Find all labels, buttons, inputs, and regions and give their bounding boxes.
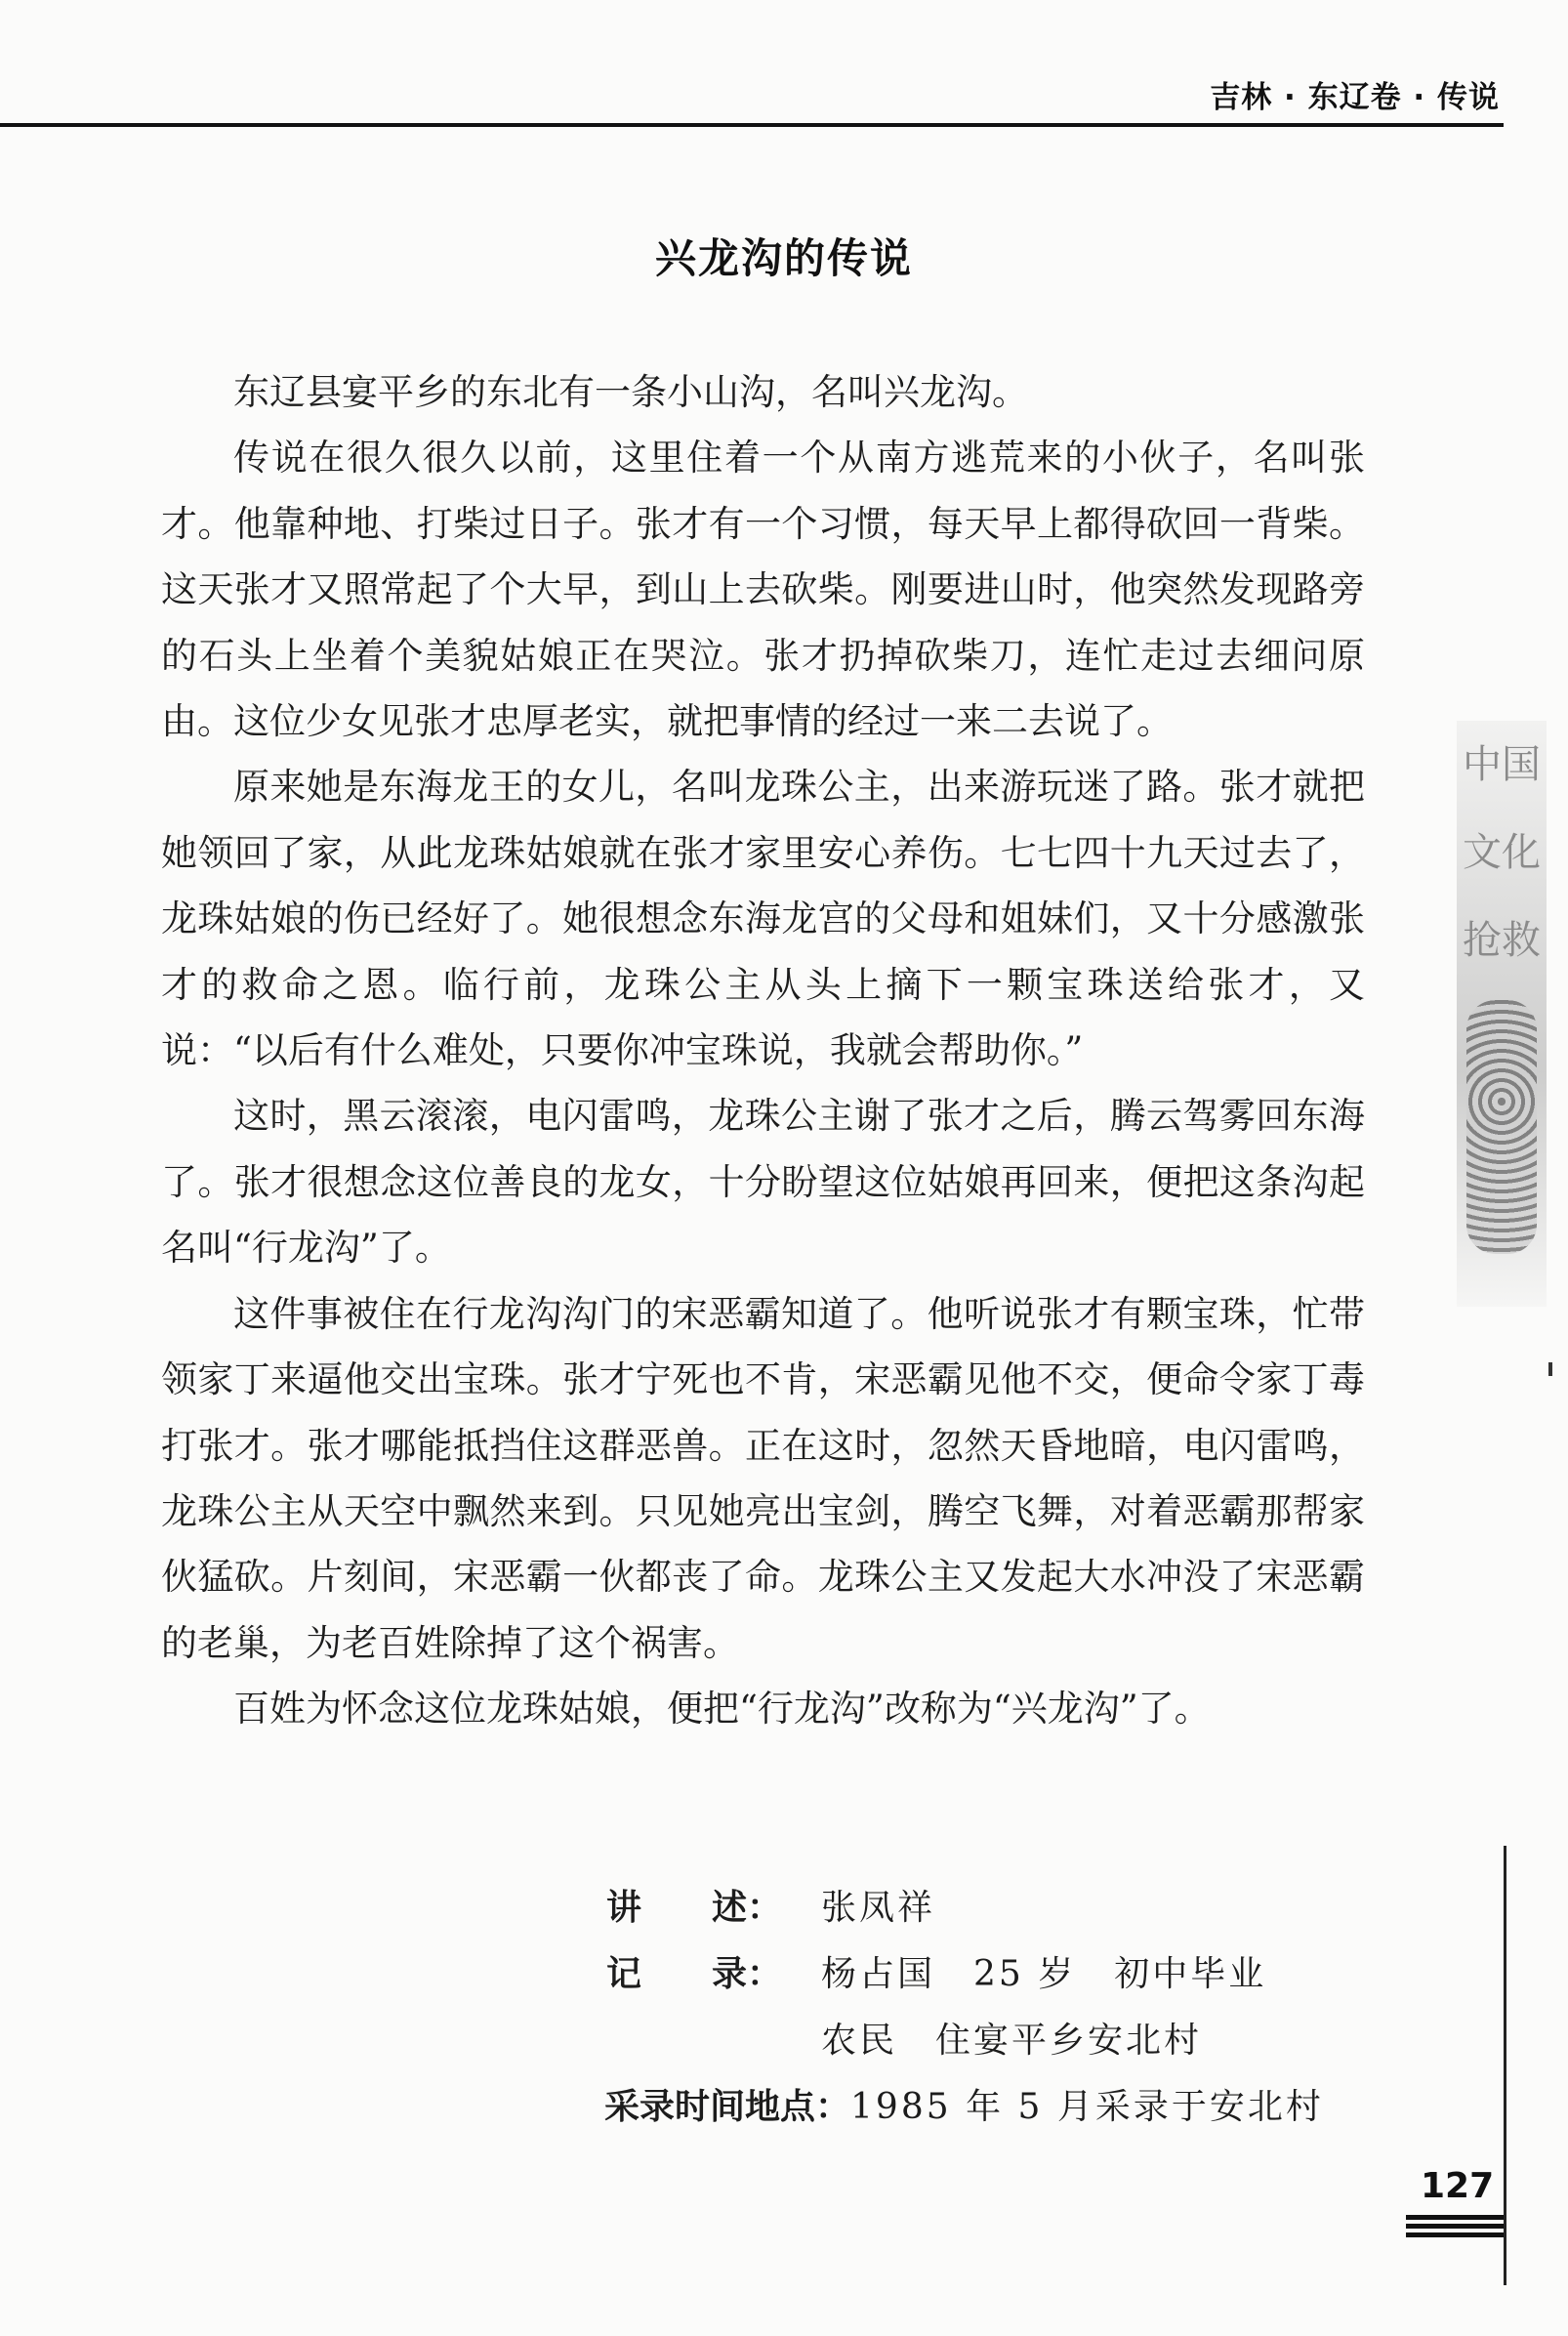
- paragraph: 传说在很久很久以前，这里住着一个从南方逃荒来的小伙子，名叫张才。他靠种地、打柴过日子。张才有一个习惯，每天早上都得砍回一背柴。这天张才又照常起了个大早，到山上去砍柴。刚要进山时，他突然发现路旁的石头上坐着个美貌姑娘正在哭泣。张才扔掉砍柴刀，连忙走过去细问原由。这位少女见张才忠厚老实，就把事情的经过一来二去说了。: [161, 437, 1365, 743]
- narrator-row: [606, 1875, 1387, 1941]
- side-tab-text: 中国: [1463, 742, 1541, 787]
- page-number: 127: [1421, 2166, 1495, 2206]
- recorder-row: [606, 1941, 1387, 2008]
- article-title: 兴龙沟的传说: [654, 234, 913, 282]
- side-tab-text: 文化: [1463, 830, 1541, 875]
- side-decoration-tab: [1457, 721, 1547, 1307]
- narrator-value: 张凤祥: [821, 1888, 936, 1928]
- header-rule: [0, 123, 1504, 127]
- edge-mark: [1548, 1362, 1552, 1376]
- paragraph: 百姓为怀念这位龙珠姑娘，便把“行龙沟”改称为“兴龙沟”了。: [233, 1688, 1211, 1731]
- time-place-label: 采录时间地点：: [604, 2087, 851, 2127]
- side-tab-text: 抢救: [1463, 918, 1541, 963]
- time-place-row: [604, 2074, 1387, 2141]
- time-place-value: 1985 年 5 月采录于安北村: [850, 2087, 1324, 2127]
- recorder-label: 记 录：: [606, 1954, 783, 1994]
- credits-block: [606, 1875, 1387, 2141]
- paragraph: 东辽县宴平乡的东北有一条小山沟，名叫兴龙沟。: [233, 371, 1028, 413]
- margin-rule: [1504, 1846, 1506, 2285]
- folio-bars: [1406, 2215, 1504, 2241]
- narrator-label: 讲 述：: [606, 1888, 783, 1928]
- paragraph: 原来她是东海龙王的女儿，名叫龙珠公主，出来游玩迷了路。张才就把她领回了家，从此龙珠姑娘就在张才家里安心养伤。七七四十九天过去了，龙珠姑娘的伤已经好了。她很想念东海龙宫的父母和姐妹们，又十分感激张才的救命之恩。临行前，龙珠公主从头上摘下一颗宝珠送给张才，又说：“以后有什么难处，只要你冲宝珠说，我就会帮助你。”: [161, 766, 1365, 1072]
- recorder-value-continued: 农民 住宴平乡安北村: [821, 2021, 1203, 2061]
- running-head: 吉林 · 东辽卷 · 传说: [1210, 80, 1500, 115]
- recorder-value: 杨占国 25 岁 初中毕业: [821, 1954, 1267, 1994]
- article-body: [161, 359, 1365, 1742]
- ornament-pattern-icon: [1466, 1000, 1537, 1254]
- paragraph: 这件事被住在行龙沟沟门的宋恶霸知道了。他听说张才有颗宝珠，忙带领家丁来逼他交出宝珠。张才宁死也不肯，宋恶霸见他不交，便命令家丁毒打张才。张才哪能抵挡住这群恶兽。正在这时，忽然天昏地暗，电闪雷鸣，龙珠公主从天空中飘然来到。只见她亮出宝剑，腾空飞舞，对着恶霸那帮家伙猛砍。片刻间，宋恶霸一伙都丧了命。龙珠公主又发起大水冲没了宋恶霸的老巢，为老百姓除掉了这个祸害。: [161, 1292, 1365, 1664]
- paragraph: 这时，黑云滚滚，电闪雷鸣，龙珠公主谢了张才之后，腾云驾雾回东海了。张才很想念这位善良的龙女，十分盼望这位姑娘再回来，便把这条沟起名叫“行龙沟”了。: [161, 1095, 1365, 1270]
